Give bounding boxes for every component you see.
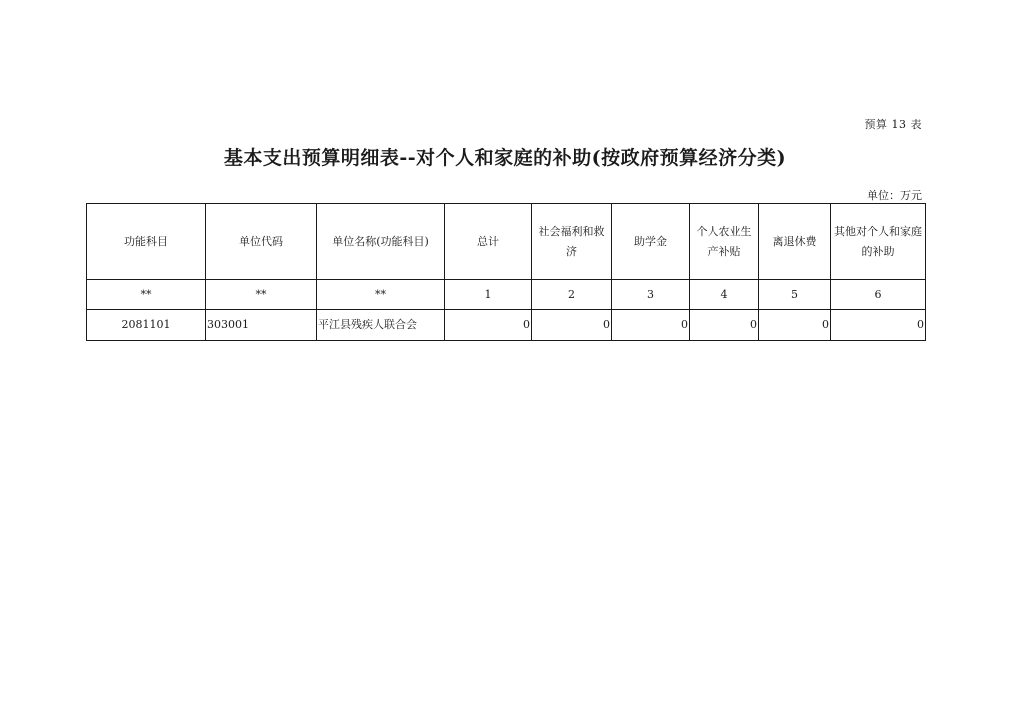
index-row [87, 280, 926, 310]
unit-label: 单位：万元 [867, 189, 922, 202]
column-header: 社会福利和救济 [532, 204, 612, 280]
table-row [87, 310, 926, 341]
column-header: 个人农业生产补贴 [690, 204, 759, 280]
welfare-cell: 0 [532, 310, 612, 341]
column-header: 功能科目 [87, 204, 206, 280]
column-header: 单位名称(功能科目) [317, 204, 445, 280]
index-cell: 6 [831, 280, 926, 310]
column-header: 单位代码 [206, 204, 317, 280]
retirement-cell: 0 [759, 310, 831, 341]
column-header: 总计 [445, 204, 532, 280]
index-cell: 1 [445, 280, 532, 310]
scholarship-cell: 0 [612, 310, 690, 341]
column-header: 离退休费 [759, 204, 831, 280]
page-title: 基本支出预算明细表--对个人和家庭的补助(按政府预算经济分类) [223, 147, 787, 169]
budget-table [86, 203, 926, 341]
total-cell: 0 [445, 310, 532, 341]
index-cell: ** [317, 280, 445, 310]
index-cell: 4 [690, 280, 759, 310]
column-header: 助学金 [612, 204, 690, 280]
unit-code-cell: 303001 [206, 310, 317, 341]
other-subsidy-cell: 0 [831, 310, 926, 341]
index-cell: 2 [532, 280, 612, 310]
unit-name-cell: 平江县残疾人联合会 [317, 310, 445, 341]
column-header: 其他对个人和家庭的补助 [831, 204, 926, 280]
farm-subsidy-cell: 0 [690, 310, 759, 341]
table-header-row [87, 204, 926, 280]
index-cell: 5 [759, 280, 831, 310]
index-cell: ** [87, 280, 206, 310]
func-code-cell: 2081101 [87, 310, 206, 341]
table-number: 预算 13 表 [864, 118, 922, 131]
index-cell: ** [206, 280, 317, 310]
index-cell: 3 [612, 280, 690, 310]
